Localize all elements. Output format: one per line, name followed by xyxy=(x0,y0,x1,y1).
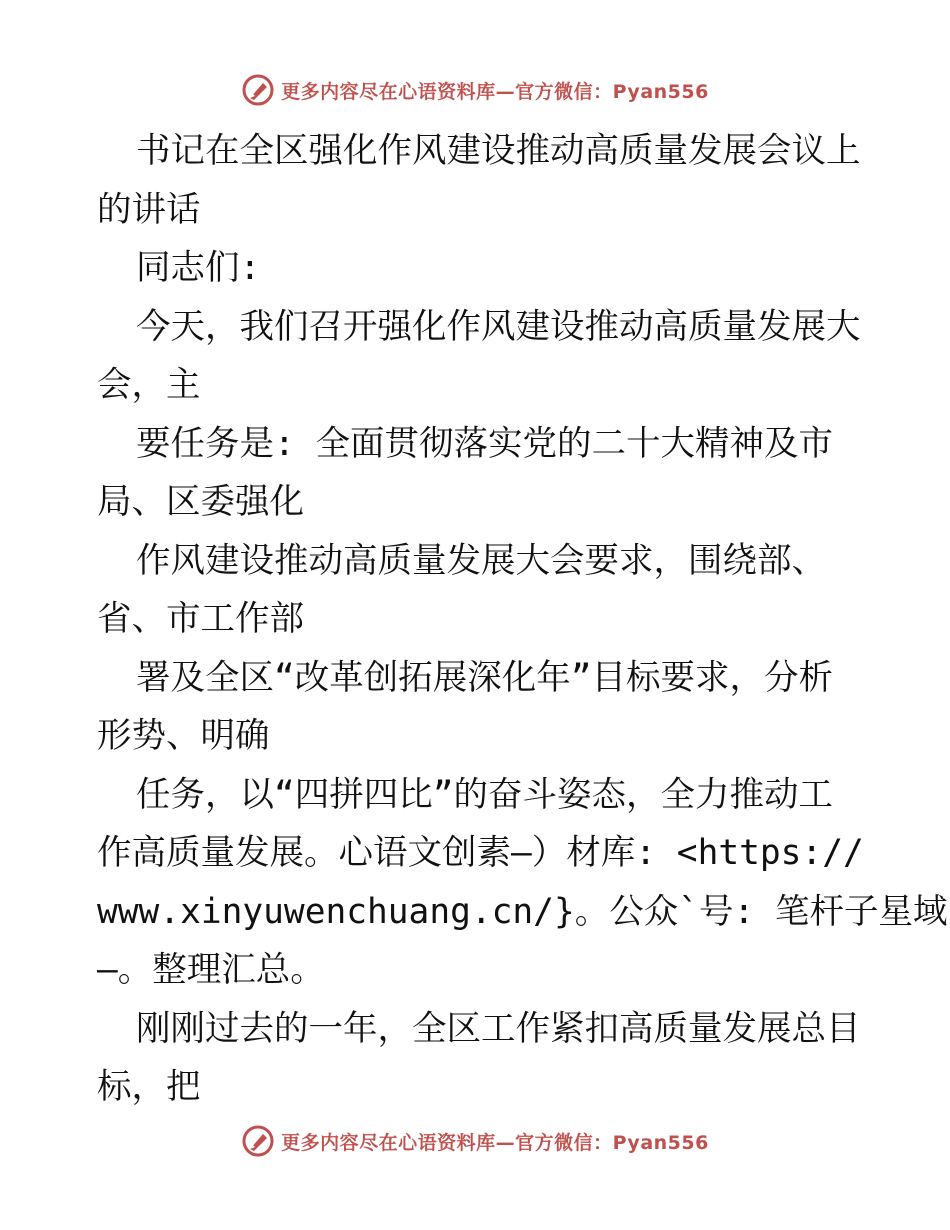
document-body xyxy=(97,122,948,1117)
text-line: 今天，我们召开强化作风建设推动高质量发展大 xyxy=(136,306,861,347)
text-line: 书记在全区强化作风建设推动高质量发展会议上 xyxy=(136,131,861,171)
text-line: 的讲话 xyxy=(97,189,201,230)
text-line: 标，把 xyxy=(97,1067,201,1107)
text-line: 局、区委强化 xyxy=(97,482,304,522)
text-line: 刚刚过去的一年，全区工作紧扣高质量发展总目 xyxy=(136,1008,861,1049)
pen-logo-icon xyxy=(241,73,275,107)
text-line: 形势、明确 xyxy=(97,716,270,756)
text-line: 作风建设推动高质量发展大会要求，围绕部、 xyxy=(136,540,826,581)
pen-logo-icon xyxy=(241,1124,275,1158)
text-line: 会，主 xyxy=(97,365,201,405)
text-line: 任务，以“四拼四比”的奋斗姿态，全力推动工 xyxy=(136,774,834,815)
text-line: 署及全区“改革创拓展深化年”目标要求，分析 xyxy=(136,657,834,698)
text-line: 同志们: xyxy=(136,248,261,288)
text-line: —。整理汇总。 xyxy=(97,950,325,990)
header-banner-text: 更多内容尽在心语资料库—官方微信：Pyan556 xyxy=(281,80,709,103)
text-line: 要任务是: 全面贯彻落实党的二十大精神及市 xyxy=(136,423,834,464)
footer-banner-text: 更多内容尽在心语资料库—官方微信：Pyan556 xyxy=(281,1131,709,1154)
footer-banner xyxy=(0,1121,950,1161)
header-banner xyxy=(0,70,950,110)
text-line: 作高质量发展。心语文创素—）材库: <https:// xyxy=(97,833,864,873)
text-line: 省、市工作部 xyxy=(97,599,304,639)
text-line: www.xinyuwenchuang.cn/}。公众`号: 笔杆子星域 xyxy=(97,891,948,932)
